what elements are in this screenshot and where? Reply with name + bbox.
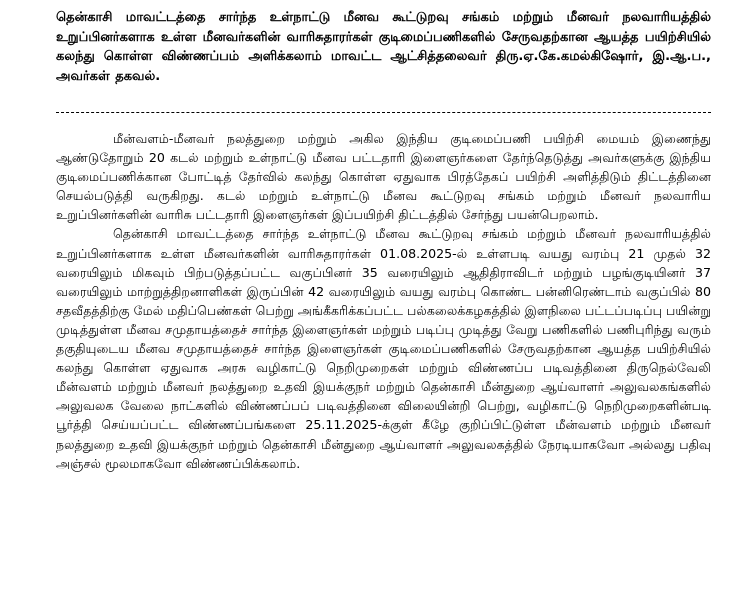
body-paragraph-1: மீன்வளம்-மீனவர் நலத்துறை மற்றும் அகில இந்திய குடிமைப்பணி பயிற்சி மையம் இணைந்து ஆண்டுதோறும் 20 கடல் மற்றும் உள்நாட்டு மீனவ பட்டதாரி இளைஞர்களை தேர்ந்தெடுத்து அவர்களுக்கு இந்திய குடிமைப்பணிக்கான போட்டித் தேர்வில் கலந்து கொள்ள ஏதுவாக பிரத்தேகப் பயிற்சி அளித்திடும் திட்டத்தினை செயல்படுத்தி வருகிறது. கடல் மற்றும் உள்நாட்டு மீனவ கூட்டுறவு சங்கம் மற்றும் மீனவர் நலவாரிய உறுப்பினர்களின் வாரிசு பட்டதாரி இளைஞர்கள் இப்பயிற்சி திட்டத்தில் சேர்ந்து பயன்பெறலாம்.: [56, 131, 711, 223]
document-body: [56, 129, 711, 473]
document-title: தென்காசி மாவட்டத்தை சார்ந்த உள்நாட்டு மீனவ கூட்டுறவு சங்கம் மற்றும் மீனவர் நலவாரியத்தில் உறுப்பினர்களாக உள்ள மீனவர்களின் வாரிசுதாரர்கள் குடிமைப்பணிகளில் சேருவதற்கான ஆயத்த பயிற்சியில் கலந்து கொள்ள விண்ணப்பம் அளிக்கலாம் மாவட்ட ஆட்சித்தலைவர் திரு.ஏ.கே.கமல்கிஷோர், இ.ஆ.ப., அவர்கள் தகவல்.: [56, 10, 711, 84]
body-paragraph-2: தென்காசி மாவட்டத்தை சார்ந்த உள்நாட்டு மீனவ கூட்டுறவு சங்கம் மற்றும் மீனவர் நலவாரியத்தில் உறுப்பினர்களாக உள்ள மீனவர்களின் வாரிசுதாரர்கள் 01.08.2025-ல் உள்ளபடி வயது வரம்பு 21 முதல் 32 வரையிலும் மிகவும் பிற்படுத்தப்பட்ட வகுப்பினர் 35 வரையிலும் ஆதிதிராவிடர் மற்றும் பழங்குடியினர் 37 வரையிலும் மாற்றுத்திறனாளிகள் இருப்பின் 42 வரையிலும் வயது வரம்பு கொண்ட பன்னிரெண்டாம் வகுப்பில் 80 சதவீதத்திற்கு மேல் மதிப்பெண்கள் பெற்று அங்கீகரிக்கப்பட்ட பல்கலைக்கழகத்தில் இளநிலை பட்டப்படிப்பு பயின்று முடித்துள்ள மீனவ சமுதாயத்தைச் சார்ந்த இளைஞர்கள் மற்றும் படிப்பு முடித்து வேறு பணிகளில் பணிபுரிந்து வரும் தகுதியுடைய மீனவ சமுதாயத்தைச் சார்ந்த இளைஞர்கள் குடிமைப்பணிகளில் சேருவதற்கான ஆயத்த பயிற்சியில் கலந்து கொள்ள ஏதுவாக அரசு வழிகாட்டு நெறிமுறைகள் மற்றும் விண்ணப்ப படிவத்தினை திருநெல்வேலி மீன்வளம் மற்றும் மீனவர் நலத்துறை உதவி இயக்குநர் மற்றும் தென்காசி மீன்துறை ஆய்வாளர் அலுவலகங்களில் அலுவலக வேலை நாட்களில் விண்ணப்பப் படிவத்தினை விலையின்றி பெற்று, வழிகாட்டு நெறிமுறைகளின்படி பூர்த்தி செய்யப்பட்ட விண்ணப்பங்களை 25.11.2025-க்குள் கீழே குறிப்பிட்டுள்ள மீன்வளம் மற்றும் மீனவர் நலத்துறை உதவி இயக்குநர் மற்றும் தென்காசி மீன்துறை ஆய்வாளர் அலுவலகத்தில் நேரடியாகவோ அல்லது பதிவு அஞ்சல் மூலமாகவோ விண்ணப்பிக்கலாம்.: [56, 226, 711, 471]
dashed-divider: [56, 112, 711, 113]
